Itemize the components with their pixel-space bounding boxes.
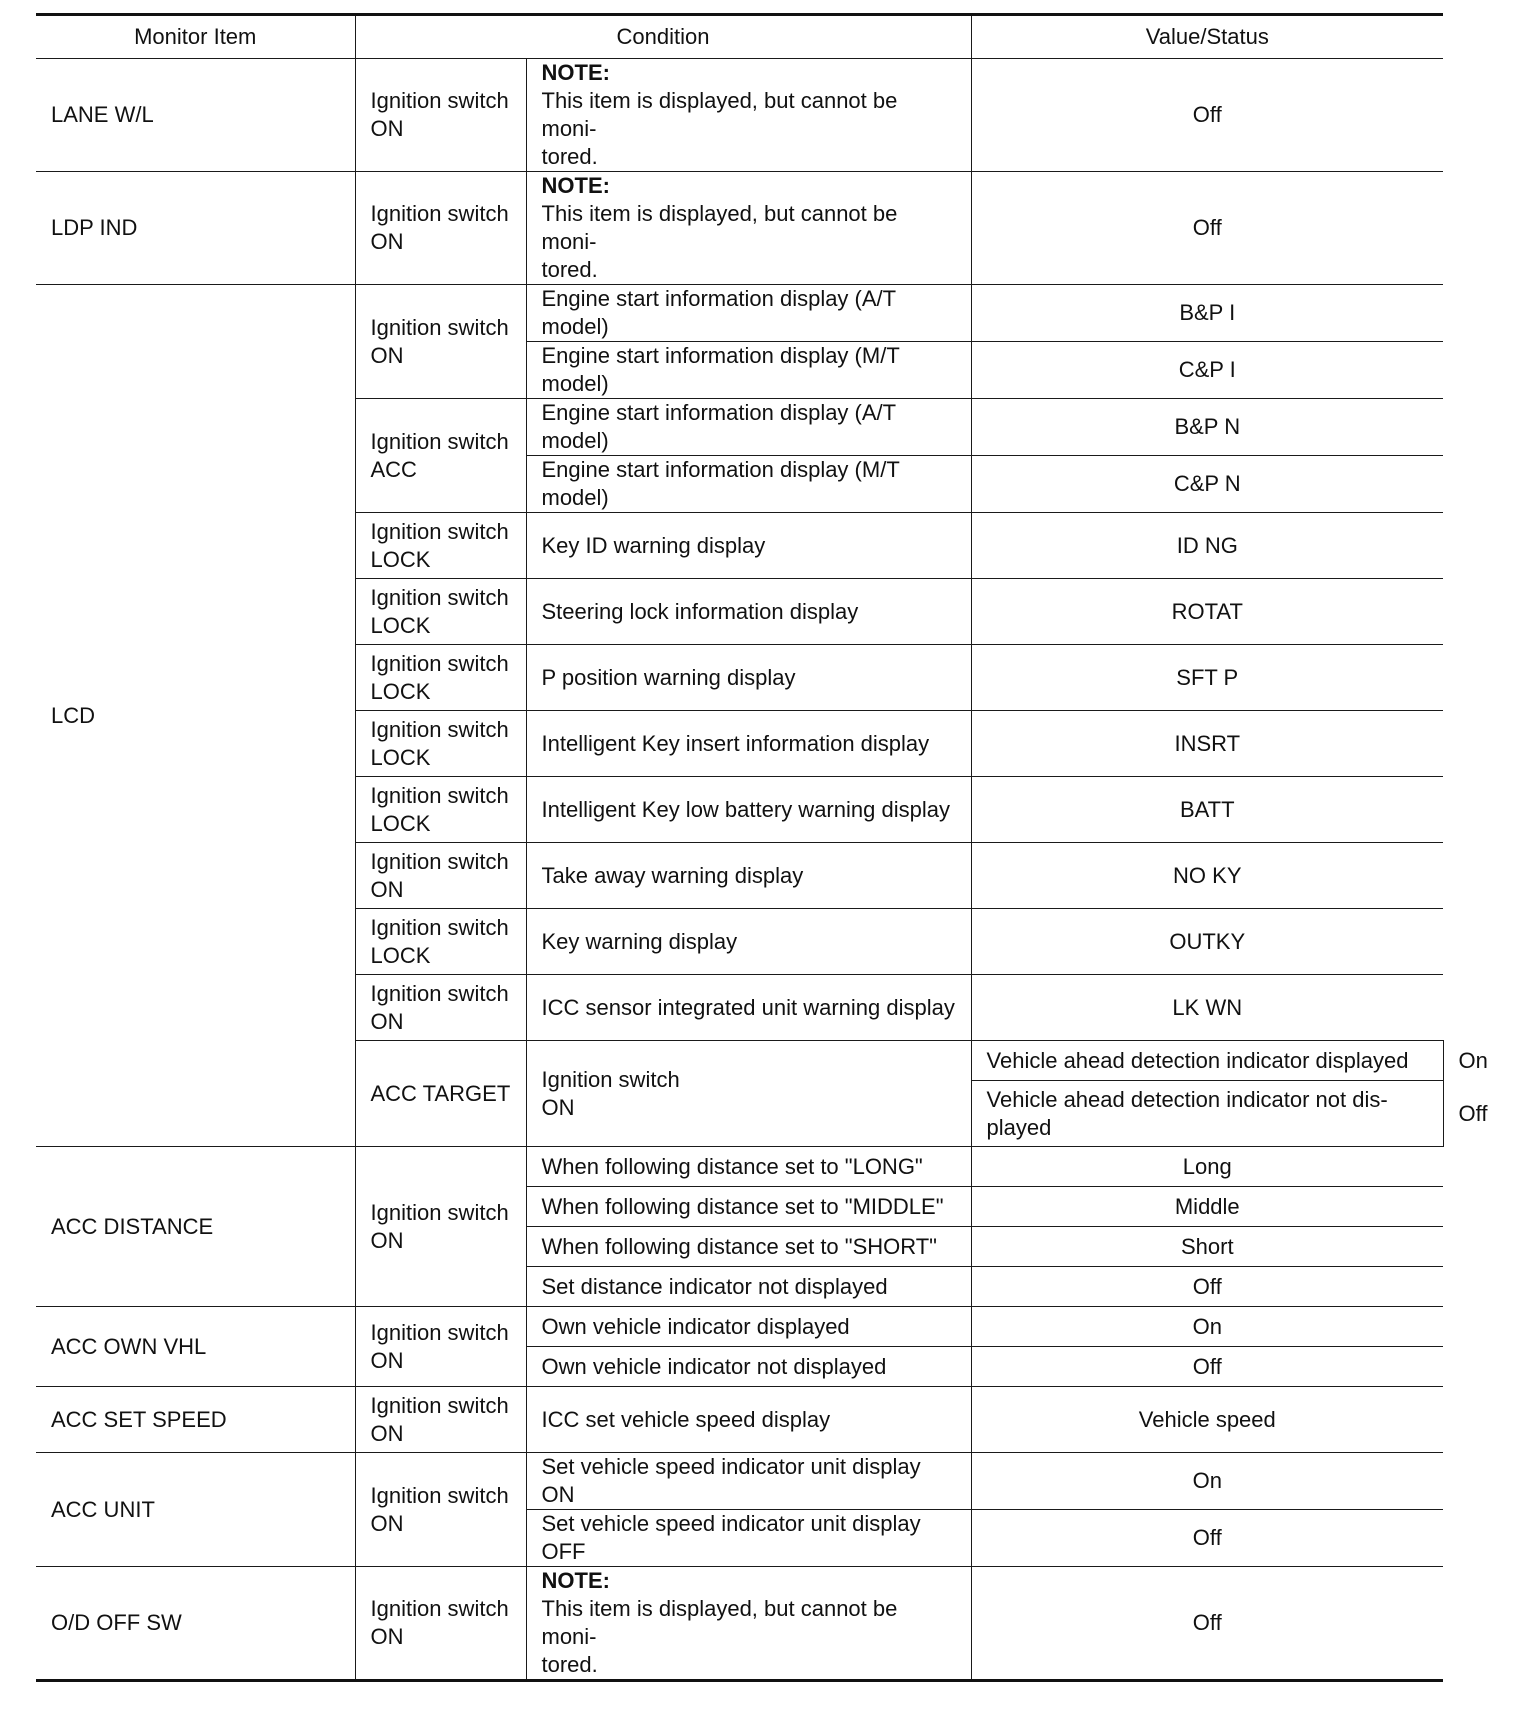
condition-cell: P position warning display xyxy=(526,645,971,711)
note-cell: NOTE: This item is displayed, but cannot be moni- tored. xyxy=(526,1567,971,1681)
condition-cell: When following distance set to "SHORT" xyxy=(526,1227,971,1267)
condition-cell: Key warning display xyxy=(526,909,971,975)
ignition-cell: Ignition switch LOCK xyxy=(355,777,526,843)
value-cell: ROTAT xyxy=(971,579,1443,645)
value-cell: Long xyxy=(971,1147,1443,1187)
value-cell: C&P N xyxy=(971,456,1443,513)
value-cell: Vehicle speed xyxy=(971,1387,1443,1453)
value-cell: BATT xyxy=(971,777,1443,843)
ignition-cell: Ignition switch ON xyxy=(355,1453,526,1567)
condition-cell: Vehicle ahead detection indicator not dis- played xyxy=(971,1081,1443,1147)
value-cell: C&P I xyxy=(971,342,1443,399)
value-cell: B&P I xyxy=(971,285,1443,342)
table-row xyxy=(36,1307,1443,1347)
note-cell: NOTE: This item is displayed, but cannot be moni- tored. xyxy=(526,172,971,285)
table-row xyxy=(36,172,1443,285)
monitor-item-cell: LDP IND xyxy=(36,172,355,285)
ignition-cell: Ignition switch LOCK xyxy=(355,645,526,711)
table-row xyxy=(36,1453,1443,1510)
condition-cell: When following distance set to "MIDDLE" xyxy=(526,1187,971,1227)
ignition-cell: Ignition switch ON xyxy=(355,285,526,399)
value-cell: Middle xyxy=(971,1187,1443,1227)
monitor-item-cell: ACC TARGET xyxy=(355,1041,526,1147)
ignition-cell: Ignition switch ON xyxy=(355,172,526,285)
monitor-item-cell: ACC UNIT xyxy=(36,1453,355,1567)
ignition-cell: Ignition switch ON xyxy=(355,59,526,172)
ignition-cell: Ignition switch LOCK xyxy=(355,579,526,645)
value-cell: Off xyxy=(971,59,1443,172)
ignition-cell: Ignition switch ON xyxy=(526,1041,971,1147)
condition-cell: When following distance set to "LONG" xyxy=(526,1147,971,1187)
table-row xyxy=(36,1567,1443,1681)
value-cell: Short xyxy=(971,1227,1443,1267)
header-condition: Condition xyxy=(355,15,971,59)
ignition-cell: Ignition switch ON xyxy=(355,1387,526,1453)
note-cell: NOTE: This item is displayed, but cannot be moni- tored. xyxy=(526,59,971,172)
ignition-cell: Ignition switch ON xyxy=(355,843,526,909)
condition-cell: Set vehicle speed indicator unit display OFF xyxy=(526,1510,971,1567)
ignition-cell: Ignition switch ON xyxy=(355,1147,526,1307)
condition-cell: Vehicle ahead detection indicator displayed xyxy=(971,1041,1443,1081)
ignition-cell: Ignition switch ON xyxy=(355,1567,526,1681)
value-cell: OUTKY xyxy=(971,909,1443,975)
condition-cell: ICC sensor integrated unit warning display xyxy=(526,975,971,1041)
value-cell: On xyxy=(971,1307,1443,1347)
condition-cell: Own vehicle indicator not displayed xyxy=(526,1347,971,1387)
condition-cell: Set vehicle speed indicator unit display ON xyxy=(526,1453,971,1510)
table-row: Vehicle ahead detection indicator not dis- played Off xyxy=(36,1081,1443,1147)
condition-cell: ICC set vehicle speed display xyxy=(526,1387,971,1453)
note-label: NOTE: xyxy=(541,173,610,198)
monitor-item-table xyxy=(36,13,1488,1682)
table-row xyxy=(36,285,1443,342)
header-value-status: Value/Status xyxy=(971,15,1443,59)
value-cell: On xyxy=(971,1453,1443,1510)
condition-cell: Set distance indicator not displayed xyxy=(526,1267,971,1307)
ignition-cell: Ignition switch LOCK xyxy=(355,513,526,579)
value-cell: NO KY xyxy=(971,843,1443,909)
condition-cell: Own vehicle indicator displayed xyxy=(526,1307,971,1347)
ignition-cell: Ignition switch LOCK xyxy=(355,711,526,777)
table-row: ACC TARGET Ignition switch ON Vehicle ahead detection indicator displayed On xyxy=(36,1041,1443,1081)
value-cell: SFT P xyxy=(971,645,1443,711)
table-header-row xyxy=(36,15,1443,59)
condition-cell: Engine start information display (A/T model) xyxy=(526,285,971,342)
ignition-cell: Ignition switch ON xyxy=(355,1307,526,1387)
monitor-item-cell: ACC SET SPEED xyxy=(36,1387,355,1453)
condition-cell: Engine start information display (M/T model) xyxy=(526,456,971,513)
monitor-item-cell: ACC OWN VHL xyxy=(36,1307,355,1387)
value-cell: Off xyxy=(971,1347,1443,1387)
table-row xyxy=(36,59,1443,172)
condition-cell: Intelligent Key insert information display xyxy=(526,711,971,777)
value-cell: B&P N xyxy=(971,399,1443,456)
ignition-cell: Ignition switch ACC xyxy=(355,399,526,513)
value-cell: LK WN xyxy=(971,975,1443,1041)
monitor-item-cell: O/D OFF SW xyxy=(36,1567,355,1681)
condition-cell: Intelligent Key low battery warning display xyxy=(526,777,971,843)
condition-cell: Engine start information display (M/T model) xyxy=(526,342,971,399)
monitor-item-cell: LANE W/L xyxy=(36,59,355,172)
value-cell: Off xyxy=(971,1567,1443,1681)
value-cell: INSRT xyxy=(971,711,1443,777)
value-cell: ID NG xyxy=(971,513,1443,579)
note-label: NOTE: xyxy=(541,60,610,85)
monitor-item-cell: LCD xyxy=(36,285,355,1147)
table-row xyxy=(36,1387,1443,1453)
table-row xyxy=(36,1147,1443,1187)
monitor-item-cell: ACC DISTANCE xyxy=(36,1147,355,1307)
ignition-cell: Ignition switch LOCK xyxy=(355,909,526,975)
ignition-cell: Ignition switch ON xyxy=(355,975,526,1041)
header-monitor-item: Monitor Item xyxy=(36,15,355,59)
value-cell: Off xyxy=(971,1267,1443,1307)
note-label: NOTE: xyxy=(541,1568,610,1593)
value-cell: Off xyxy=(971,172,1443,285)
condition-cell: Steering lock information display xyxy=(526,579,971,645)
condition-cell: Key ID warning display xyxy=(526,513,971,579)
condition-cell: Engine start information display (A/T model) xyxy=(526,399,971,456)
condition-cell: Take away warning display xyxy=(526,843,971,909)
value-cell: Off xyxy=(971,1510,1443,1567)
